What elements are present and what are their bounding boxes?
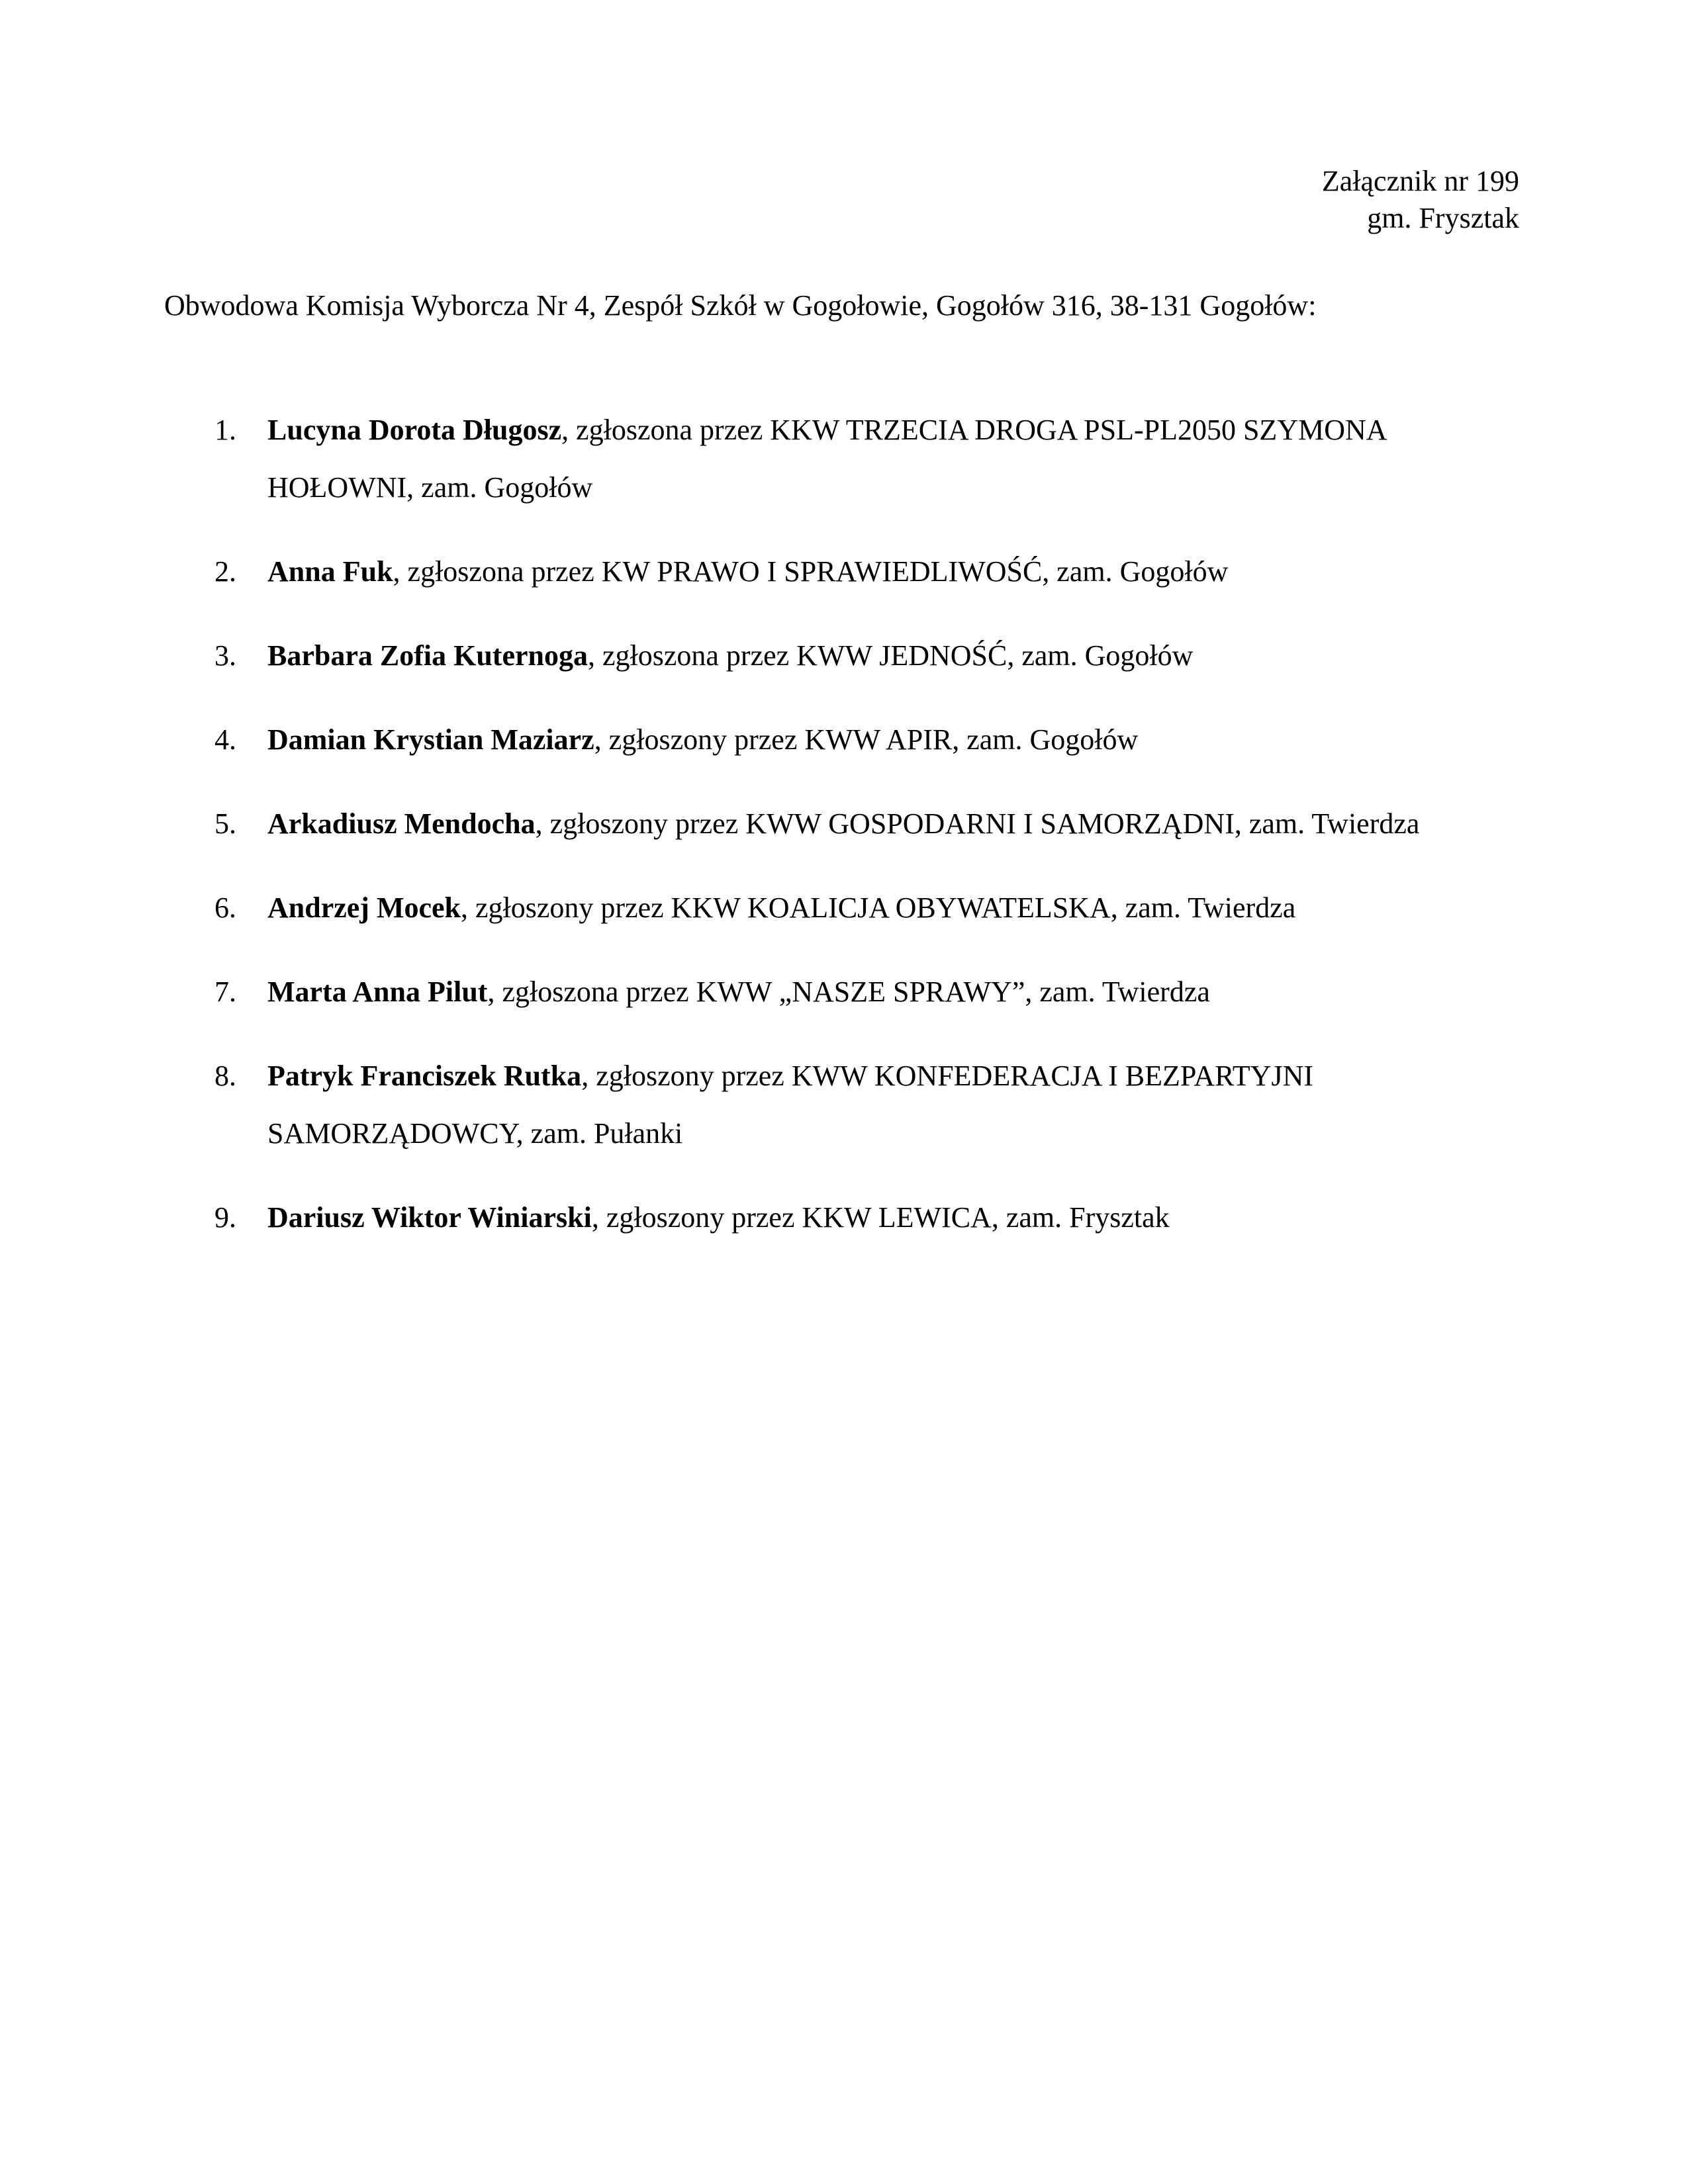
- member-name: Anna Fuk: [267, 555, 393, 588]
- member-item: [0, 963, 1688, 1021]
- member-item: [0, 795, 1688, 852]
- attachment-header: [1322, 163, 1519, 237]
- member-item: [0, 1189, 1688, 1246]
- member-item: [0, 401, 1688, 516]
- member-details: , zgłoszony przez KWW KONFEDERACJA I BEZPARTYJNI: [581, 1060, 1314, 1092]
- member-details: , zgłoszony przez KWW APIR, zam. Gogołów: [594, 723, 1139, 756]
- item-number: 5.: [214, 807, 236, 840]
- member-item: [0, 627, 1688, 684]
- commission-heading: Obwodowa Komisja Wyborcza Nr 4, Zespół Szkół w Gogołowie, Gogołów 316, 38-131 Gogołów:: [164, 289, 1317, 322]
- member-details: , zgłoszony przez KWW GOSPODARNI I SAMORZĄDNI, zam. Twierdza: [535, 807, 1420, 840]
- member-name: Dariusz Wiktor Winiarski: [267, 1201, 592, 1234]
- member-details-continued: SAMORZĄDOWCY, zam. Pułanki: [267, 1117, 683, 1150]
- item-number: 3.: [214, 639, 236, 672]
- member-name: Marta Anna Pilut: [267, 976, 488, 1008]
- member-name: Barbara Zofia Kuternoga: [267, 639, 588, 672]
- member-item: [0, 711, 1688, 768]
- item-number: 9.: [214, 1201, 236, 1234]
- item-number: 6.: [214, 891, 236, 924]
- member-details: , zgłoszony przez KKW KOALICJA OBYWATELSKA, zam. Twierdza: [461, 891, 1296, 924]
- member-name: Lucyna Dorota Długosz: [267, 414, 562, 446]
- member-details: , zgłoszona przez KKW TRZECIA DROGA PSL-PL2050 SZYMONA: [561, 414, 1387, 446]
- member-name: Patryk Franciszek Rutka: [267, 1060, 582, 1092]
- member-details: , zgłoszona przez KW PRAWO I SPRAWIEDLIWOŚĆ, zam. Gogołów: [393, 555, 1229, 588]
- member-list: [0, 401, 1688, 1273]
- item-number: 8.: [214, 1060, 236, 1092]
- member-details: , zgłoszony przez KKW LEWICA, zam. Frysztak: [591, 1201, 1170, 1234]
- item-number: 7.: [214, 976, 236, 1008]
- member-details: , zgłoszona przez KWW JEDNOŚĆ, zam. Gogołów: [587, 639, 1194, 672]
- member-name: Arkadiusz Mendocha: [267, 807, 536, 840]
- municipality-name: gm. Frysztak: [1367, 202, 1519, 234]
- member-details: , zgłoszona przez KWW „NASZE SPRAWY”, zam. Twierdza: [487, 976, 1210, 1008]
- member-name: Damian Krystian Maziarz: [267, 723, 594, 756]
- member-item: [0, 879, 1688, 936]
- item-number: 2.: [214, 555, 236, 588]
- member-name: Andrzej Mocek: [267, 891, 461, 924]
- item-number: 4.: [214, 723, 236, 756]
- attachment-number: Załącznik nr 199: [1321, 165, 1519, 197]
- item-number: 1.: [214, 414, 236, 446]
- member-details-continued: HOŁOWNI, zam. Gogołów: [267, 471, 593, 504]
- member-item: [0, 543, 1688, 600]
- member-item: [0, 1047, 1688, 1162]
